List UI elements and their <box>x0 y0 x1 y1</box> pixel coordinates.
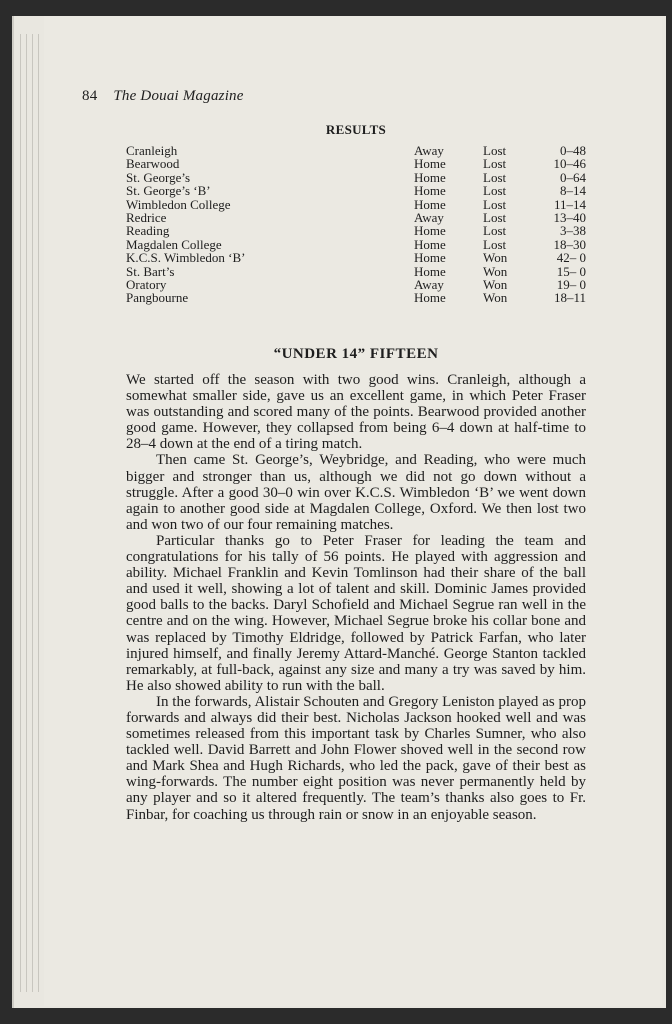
team-name: St. George’s <box>126 169 191 185</box>
team-name: Cranleigh <box>126 143 178 158</box>
venue: Home <box>414 290 446 306</box>
team-name: Redrice <box>126 209 167 225</box>
magazine-title: The Douai Magazine <box>113 88 244 104</box>
match-result: Lost <box>483 169 507 185</box>
article-title: “UNDER 14” FIFTEEN <box>273 346 439 362</box>
team-name: St. George’s ‘B’ <box>126 183 211 199</box>
venue: Away <box>414 209 444 225</box>
score: 19– 0 <box>556 276 586 292</box>
venue: Home <box>414 223 446 239</box>
match-result: Lost <box>483 196 507 212</box>
team-name: Magdalen College <box>126 236 222 252</box>
results-row <box>126 157 586 170</box>
score: 15– 0 <box>556 263 586 279</box>
team-name: Reading <box>126 223 170 239</box>
article-paragraph: We started off the season with two good wins. Cranleigh, although a somewhat smaller side, gave us an excellent game, in which Peter Fraser was outstanding and scored many of the points. Bearwood provided another good game. However, they collapsed from being 6–4 down at half-time to 28–4 down at the end of a tiring match. <box>126 372 586 453</box>
match-result: Lost <box>483 236 507 252</box>
score: 18–11 <box>553 290 586 306</box>
score: 42– 0 <box>556 250 586 266</box>
article-paragraph: Particular thanks go to Peter Fraser for leading the team and congratulations for his tally of 56 points. He played with aggression and ability. Michael Franklin and Kevin Tomlinson had their share of the ball and used it well, showing a lot of talent and skill. Dominic James provided good balls to the backs. Daryl Schofield and Michael Segrue ran well in the centre and on the wing. However, Michael Segrue broke his collar bone and was replaced by Timothy Eldridge, followed by Patrick Farfan, who later injured himself, and finally Jeremy Attard-Manché. George Stanton tackled remarkably, at full-back, against any size and many a try was saved by him. He also showed ability to run with the ball. <box>126 532 586 694</box>
team-name: K.C.S. Wimbledon ‘B’ <box>126 250 246 266</box>
score: 10–46 <box>553 156 586 172</box>
results-heading: RESULTS <box>325 122 387 137</box>
team-name: Pangbourne <box>126 290 189 306</box>
venue: Home <box>414 236 446 252</box>
results-row <box>126 171 586 184</box>
score: 18–30 <box>553 236 586 252</box>
article-body <box>126 372 586 823</box>
score: 3–38 <box>560 223 586 239</box>
score: 0–48 <box>560 143 586 158</box>
match-result: Lost <box>483 209 507 225</box>
venue: Home <box>414 183 446 199</box>
results-row <box>126 251 586 264</box>
venue: Home <box>414 169 446 185</box>
results-table <box>126 144 586 305</box>
results-row <box>126 211 586 224</box>
article-paragraph: Then came St. George’s, Weybridge, and Reading, who were much bigger and stronger than us, although we did not go down without a struggle. After a good 30–0 win over K.C.S. Wimbledon ‘B’ we went down again to another good side at Magdalen College, Oxford. We then lost two and won two of our four remaining matches. <box>126 452 586 533</box>
match-result: Won <box>483 263 508 279</box>
venue: Home <box>414 250 446 266</box>
match-result: Lost <box>483 183 507 199</box>
team-name: Bearwood <box>126 156 180 172</box>
score: 8–14 <box>560 183 586 199</box>
score: 13–40 <box>553 209 586 225</box>
page-number: 84 <box>82 88 98 104</box>
team-name: Wimbledon College <box>126 196 231 212</box>
results-row <box>126 238 586 251</box>
venue: Home <box>414 196 446 212</box>
match-result: Won <box>483 276 508 292</box>
results-row <box>126 184 586 197</box>
venue: Away <box>414 276 444 292</box>
results-row <box>126 265 586 278</box>
venue: Home <box>414 263 446 279</box>
match-result: Won <box>483 250 508 266</box>
score: 11–14 <box>553 196 586 212</box>
results-row <box>126 291 586 304</box>
article-paragraph: In the forwards, Alistair Schouten and Gregory Leniston played as prop forwards and always did their best. Nicholas Jackson hooked well and was sometimes released from this important task by Charles Sumner, who also tackled well. David Barrett and John Flower shoved well in the second row and Mark Shea and Hugh Richards, who led the pack, gave of their best as wing-forwards. The number eight position was never permanently held by any player and so it altered frequently. The team’s thanks also goes to Fr. Finbar, for coaching us through rain or snow in an enjoyable season. <box>126 693 586 823</box>
match-result: Lost <box>483 156 507 172</box>
score: 0–64 <box>560 169 586 185</box>
results-row <box>126 198 586 211</box>
match-result: Lost <box>483 223 507 239</box>
results-row <box>126 224 586 237</box>
results-row <box>126 278 586 291</box>
venue: Home <box>414 156 446 172</box>
venue: Away <box>414 143 444 158</box>
results-row <box>126 144 586 157</box>
match-result: Won <box>483 290 508 306</box>
running-header <box>82 88 244 105</box>
match-result: Lost <box>483 143 507 158</box>
team-name: Oratory <box>126 276 167 292</box>
team-name: St. Bart’s <box>126 263 175 279</box>
